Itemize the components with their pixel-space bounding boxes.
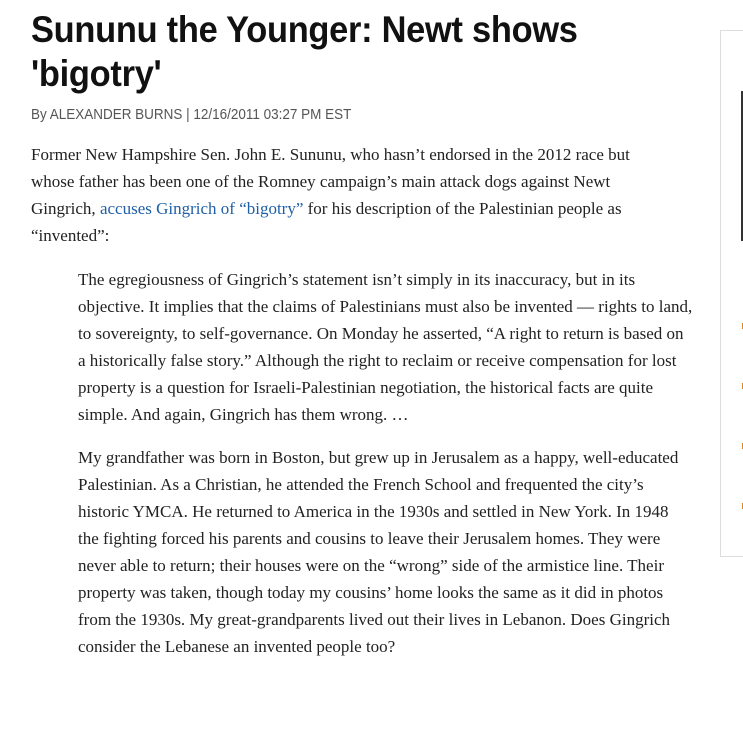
- article-headline: Sununu the Younger: Newt shows 'bigotry': [31, 9, 578, 94]
- quote-paragraph-1: The egregiousness of Gingrich’s statement isn’t simply in its inaccuracy, but in its objective. It implies that the claims of Palestinians must also be invented — rights to land, to sovereignty, to self-governance. On Monday he asserted, “A right to return is based on a historically false story.” Although the right to reclaim or receive compensation for lost property is a question for Israeli-Palestinian negotiation, the historical facts are quite simple. And again, Gingrich has them wrong. …: [78, 270, 693, 424]
- bigotry-link[interactable]: accuses Gingrich of “bigotry”: [99, 199, 304, 218]
- intro-text-before: Former New Hampshire Sen. John E. Sununu, who hasn’t endorsed in the 2012 race but whose father has been one of the Romney campaign’s main attack dogs against Newt Gingrich,: [31, 145, 630, 218]
- block-quote: [78, 266, 693, 660]
- article-byline: By ALEXANDER BURNS | 12/16/2011 03:27 PM EST: [31, 107, 352, 123]
- intro-paragraph: [31, 141, 671, 249]
- sidebar-panel: [720, 30, 743, 557]
- article: [31, 8, 691, 676]
- quote-paragraph-2: My grandfather was born in Boston, but grew up in Jerusalem as a happy, well-educated Palestinian. As a Christian, he attended the French School and frequented the city’s historic YMCA. He returned to America in the 1930s and settled in New York. In 1948 the fighting forced his parents and cousins to leave their Jerusalem homes. They were never able to return; their houses were on the “wrong” side of the armistice line. Their property was taken, though today my cousins’ home looks the same as it did in photos from the 1930s. My great-grandparents lived out their lives in Lebanon. Does Gingrich consider the Lebanese an invented people too?: [78, 448, 679, 656]
- intro-text-after: for his description of the Palestinian people as “invented”:: [31, 199, 622, 245]
